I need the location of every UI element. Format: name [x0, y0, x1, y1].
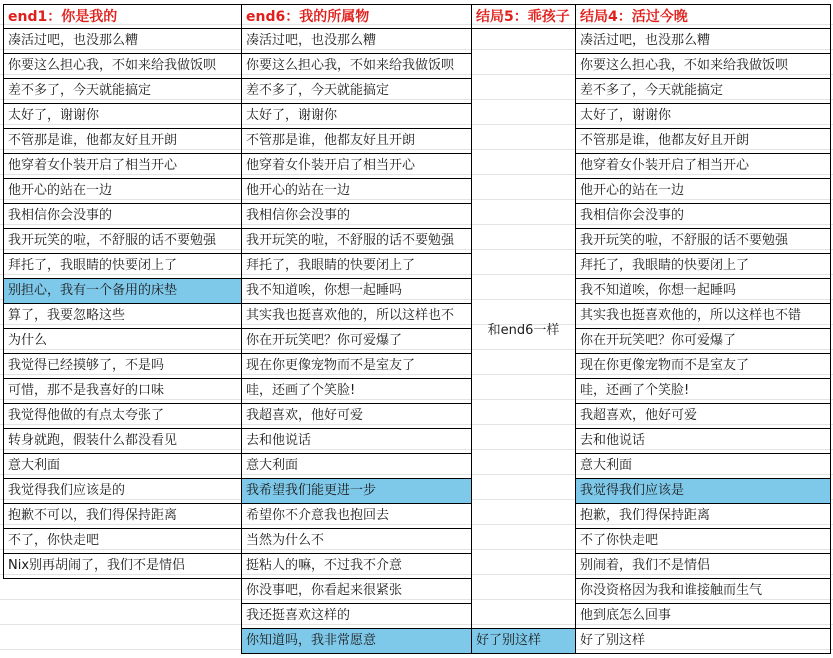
table-cell[interactable]: 他到底怎么回事 [575, 604, 831, 629]
table-cell[interactable]: 哇，还画了个笑脸! [575, 379, 831, 404]
table-cell[interactable]: 希望你不介意我也抱回去 [241, 504, 472, 529]
table-cell[interactable]: 你没事吧，你看起来很紧张 [241, 579, 472, 604]
table-cell[interactable]: 挺粘人的嘛，不过我不介意 [241, 554, 472, 579]
table-cell[interactable]: 差不多了，今天就能搞定 [241, 79, 472, 104]
table-cell[interactable]: 我觉得他做的有点太夸张了 [3, 404, 242, 429]
table-cell[interactable]: 好了别这样 [575, 629, 831, 654]
table-cell[interactable]: 现在你更像宠物而不是室友了 [575, 354, 831, 379]
table-cell[interactable]: 可惜，那不是我喜好的口味 [3, 379, 242, 404]
table-cell[interactable]: 差不多了，今天就能搞定 [575, 79, 831, 104]
table-cell[interactable]: 我希望我们能更进一步 [241, 479, 472, 504]
table-cell[interactable]: 我觉得我们应该是 [575, 479, 831, 504]
table-cell[interactable]: 为什么 [3, 329, 242, 354]
table-cell[interactable]: 不管那是谁，他都友好且开朗 [3, 129, 242, 154]
table-cell[interactable]: 凑活过吧，也没那么糟 [3, 29, 242, 54]
table-cell[interactable]: 我还挺喜欢这样的 [241, 604, 472, 629]
table-cell[interactable]: 意大利面 [241, 454, 472, 479]
column-header[interactable]: end1：你是我的 [3, 4, 242, 29]
table-cell[interactable]: 我不知道唉，你想一起睡吗 [241, 279, 472, 304]
table-cell[interactable]: 其实我也挺喜欢他的，所以这样也不 [241, 304, 472, 329]
table-cell[interactable]: 不管那是谁，他都友好且开朗 [241, 129, 472, 154]
table-cell[interactable]: 现在你更像宠物而不是室友了 [241, 354, 472, 379]
table-cell[interactable]: 我超喜欢，他好可爱 [575, 404, 831, 429]
table-cell[interactable]: 我相信你会没事的 [3, 204, 242, 229]
table-cell[interactable]: 我相信你会没事的 [575, 204, 831, 229]
table-cell[interactable]: 我不知道唉，你想一起睡吗 [575, 279, 831, 304]
table-cell[interactable]: 他穿着女仆装开启了相当开心 [575, 154, 831, 179]
table-cell[interactable]: 抱歉不可以，我们得保持距离 [3, 504, 242, 529]
table-cell[interactable]: 太好了，谢谢你 [241, 104, 472, 129]
table-cell[interactable]: 别担心，我有一个备用的床垫 [3, 279, 242, 304]
table-cell[interactable]: 当然为什么不 [241, 529, 472, 554]
table-cell[interactable]: 他开心的站在一边 [575, 179, 831, 204]
table-cell[interactable]: 抱歉，我们得保持距离 [575, 504, 831, 529]
table-cell[interactable]: 你要这么担心我，不如来给我做饭呗 [241, 54, 472, 79]
table-cell[interactable]: 凑活过吧，也没那么糟 [575, 29, 831, 54]
table-cell[interactable]: 我超喜欢，他好可爱 [241, 404, 472, 429]
table-cell[interactable]: 他穿着女仆装开启了相当开心 [241, 154, 472, 179]
table-cell[interactable]: 拜托了，我眼睛的快要闭上了 [575, 254, 831, 279]
table-cell[interactable]: 算了，我要忽略这些 [3, 304, 242, 329]
table-cell[interactable]: 拜托了，我眼睛的快要闭上了 [3, 254, 242, 279]
table-cell[interactable]: 转身就跑，假装什么都没看见 [3, 429, 242, 454]
table-cell[interactable]: 我开玩笑的啦，不舒服的话不要勉强 [241, 229, 472, 254]
table-cell[interactable]: 你在开玩笑吧？你可爱爆了 [241, 329, 472, 354]
table-cell[interactable]: 你要这么担心我，不如来给我做饭呗 [575, 54, 831, 79]
table-cell[interactable]: 意大利面 [575, 454, 831, 479]
table-cell[interactable]: 不了，你快走吧 [3, 529, 242, 554]
merged-note-cell[interactable] [471, 29, 576, 629]
column-header[interactable]: end6：我的所属物 [241, 4, 472, 29]
table-cell[interactable]: 我开玩笑的啦，不舒服的话不要勉强 [575, 229, 831, 254]
table-cell[interactable]: 我开玩笑的啦，不舒服的话不要勉强 [3, 229, 242, 254]
table-cell[interactable]: 他穿着女仆装开启了相当开心 [3, 154, 242, 179]
table-cell[interactable]: 他开心的站在一边 [3, 179, 242, 204]
table-cell[interactable]: 我相信你会没事的 [241, 204, 472, 229]
table-cell[interactable]: 太好了，谢谢你 [575, 104, 831, 129]
table-cell[interactable]: 他开心的站在一边 [241, 179, 472, 204]
table-cell[interactable]: 去和他说话 [575, 429, 831, 454]
table-cell[interactable]: 意大利面 [3, 454, 242, 479]
table-cell[interactable]: 你在开玩笑吧？你可爱爆了 [575, 329, 831, 354]
table-cell[interactable]: 你知道吗，我非常愿意 [241, 629, 472, 654]
table-cell[interactable]: 哇，还画了个笑脸! [241, 379, 472, 404]
table-cell[interactable]: 凑活过吧，也没那么糟 [241, 29, 472, 54]
table-cell[interactable]: Nix别再胡闹了，我们不是情侣 [3, 554, 242, 579]
table-cell[interactable]: 我觉得已经摸够了，不是吗 [3, 354, 242, 379]
table-cell[interactable]: 不了你快走吧 [575, 529, 831, 554]
table-cell[interactable]: 好了别这样 [471, 629, 576, 654]
column-end1 [3, 4, 242, 579]
table-cell[interactable]: 我觉得我们应该是的 [3, 479, 242, 504]
table-cell[interactable]: 不管那是谁，他都友好且开朗 [575, 129, 831, 154]
table-cell[interactable]: 拜托了，我眼睛的快要闭上了 [241, 254, 472, 279]
table-cell[interactable]: 去和他说话 [241, 429, 472, 454]
table-cell[interactable]: 你要这么担心我，不如来给我做饭呗 [3, 54, 242, 79]
table-cell[interactable]: 太好了，谢谢你 [3, 104, 242, 129]
column-end6 [241, 4, 472, 654]
column-header[interactable]: 结局5：乖孩子 [471, 4, 576, 29]
table-cell[interactable]: 差不多了，今天就能搞定 [3, 79, 242, 104]
table-cell[interactable]: 其实我也挺喜欢他的，所以这样也不错 [575, 304, 831, 329]
table-cell[interactable]: 别闹着，我们不是情侣 [575, 554, 831, 579]
merged-note-text: 和end6一样 [487, 323, 560, 338]
column-header[interactable]: 结局4：活过今晚 [575, 4, 831, 29]
table-cell[interactable]: 你没资格因为我和谁接触而生气 [575, 579, 831, 604]
column-ending5 [471, 4, 576, 654]
column-ending4 [575, 4, 831, 654]
